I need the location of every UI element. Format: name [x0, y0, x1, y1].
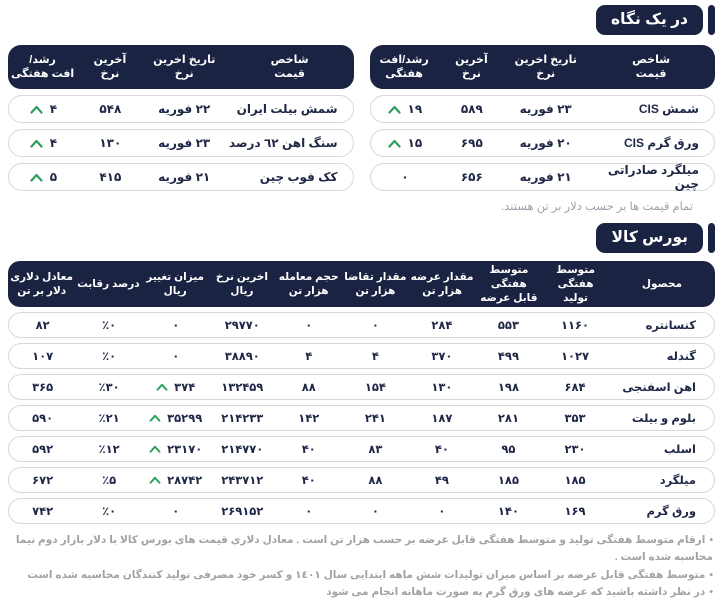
column-header: رشد/افت هفتگی	[379, 53, 429, 80]
cell-rial-change: ۰	[172, 351, 180, 363]
column-header: معادل دلاری دلار بر تن	[10, 270, 74, 297]
bourse-section-title: بورس کالا	[596, 223, 703, 253]
table-row	[8, 374, 715, 400]
cell-index-name: میلگرد صادراتی چین	[607, 163, 699, 191]
cell-last-rate: ۵۸۹	[460, 102, 483, 116]
chevron-up-icon	[388, 105, 401, 114]
glance-section-header	[8, 5, 715, 35]
cell-value: ۱۳۰	[431, 382, 453, 394]
cell-value: ۱۹۸	[497, 382, 519, 394]
cell-value: ۶۸۴	[564, 382, 586, 394]
cell-weekly-change: ۴	[9, 136, 78, 150]
cell-product: میلگرد	[659, 475, 696, 487]
cell-value: ٪۵	[102, 475, 117, 487]
cell-value: ۰	[371, 506, 379, 518]
column-header: متوسط هفتگی قابل عرضه	[480, 263, 538, 305]
cell-value: ۵۵۳	[497, 320, 519, 332]
cell-weekly-change: ۰	[401, 170, 409, 184]
cell-rial-change: ۳۷۴	[142, 380, 209, 394]
footnote-text: در نظر داشته باشید که عرضه های ورق گرم به صورت ماهانه انجام می شود	[326, 585, 706, 598]
glance-note-text: تمام قیمت ها بر حسب دلار بر تن هستند.	[501, 201, 693, 213]
cell-value: ٪۱۲	[98, 444, 120, 456]
cell-value: ۵۹۲	[32, 444, 54, 456]
cell-value: ٪۰	[102, 320, 117, 332]
footnote-text: متوسط هفتگی قابل عرضه بر اساس میزان تولیدات شش ماهه ابتدایی سال ١٤٠١ و کسر خود مصرفی تولید کنندگان محاسبه شده است	[27, 568, 706, 581]
cell-value: ۱۳۲۴۵۹	[221, 382, 264, 394]
column-header: شاخص قیمت	[632, 53, 671, 80]
cell-value: ٪۳۰	[98, 382, 120, 394]
cell-value: ۴	[371, 351, 379, 363]
cell-last-rate: ۶۵۶	[460, 170, 483, 184]
cell-value: ۱۴۲	[298, 413, 320, 425]
cell-weekly-change: ۱۵	[371, 136, 440, 150]
glance-note	[8, 199, 715, 213]
cell-last-rate: ۴۱۵	[99, 170, 122, 184]
chevron-up-icon	[30, 105, 43, 114]
cell-last-rate: ۱۳۰	[99, 136, 122, 150]
cell-value: ۸۸	[368, 475, 383, 487]
cell-value: ۰	[371, 320, 379, 332]
column-header: مقدار تقاضا هزار تن	[344, 270, 407, 297]
footnote-line	[8, 567, 713, 584]
cell-value: ۴۰	[301, 444, 316, 456]
cell-value: ۳۶۵	[32, 382, 54, 394]
cell-last-rate: ۵۴۸	[99, 102, 122, 116]
table-row	[8, 467, 715, 493]
cell-last-rate-date: ۲۲ فوریه	[158, 102, 211, 116]
cell-value: ۲۶۹۱۵۲	[221, 506, 264, 518]
bullet-icon: •	[709, 568, 713, 581]
chevron-up-icon	[156, 383, 168, 391]
footnote-line	[8, 584, 713, 601]
cell-value: ۲۱۴۷۷۰	[221, 444, 264, 456]
cell-value: ۸۲	[35, 320, 50, 332]
table-row	[370, 129, 716, 157]
cell-value: ۲۳۰	[564, 444, 586, 456]
chevron-up-icon	[30, 173, 43, 182]
bullet-icon: •	[709, 585, 713, 598]
cell-value: ۳۵۳	[564, 413, 586, 425]
glance-tables	[8, 45, 715, 191]
cell-last-rate-date: ۲۳ فوریه	[519, 102, 572, 116]
cell-value: ۱۰۷	[32, 351, 54, 363]
table-row	[8, 405, 715, 431]
bourse-table-rows	[8, 312, 715, 524]
cell-value: ۶۷۲	[32, 475, 54, 487]
glance-table-cis	[370, 45, 716, 191]
cell-value: ۴۹۹	[497, 351, 519, 363]
footnote-text: ارقام متوسط هفتگی تولید و متوسط هفتگی قابل عرضه بر حسب هزار تن است . معادل دلاری قیمت های بورس کالا با دلار بازار دوم نیما محاسبه شده است .	[15, 534, 713, 564]
cell-value: ۵۹۰	[32, 413, 54, 425]
footnote-line	[8, 532, 713, 567]
column-header: میزان تغییر ریال	[146, 270, 205, 297]
cell-value: ۱۸۵	[497, 475, 519, 487]
cell-value: ۲۱۴۲۳۳	[221, 413, 264, 425]
cell-index-name: کک فوب چین	[259, 170, 338, 184]
cell-value: ۸۸	[301, 382, 316, 394]
bourse-table-header	[8, 261, 715, 307]
table-row	[370, 95, 716, 123]
chevron-up-icon	[388, 139, 401, 148]
cell-value: ۱۵۴	[364, 382, 386, 394]
cell-rial-change: ۳۵۲۹۹	[142, 411, 209, 425]
cell-value: ۱۸۵	[564, 475, 586, 487]
cell-rial-change: ۲۸۷۴۲	[142, 473, 209, 487]
cell-value: ۲۴۳۷۱۲	[221, 475, 264, 487]
glance-table-domestic	[8, 45, 354, 191]
accent-bar	[708, 223, 715, 253]
table-header	[8, 45, 354, 89]
cell-value: ۴۰	[301, 475, 316, 487]
cell-weekly-change: ۱۹	[371, 102, 440, 116]
table-header	[370, 45, 716, 89]
cell-value: ۱۰۲۷	[560, 351, 590, 363]
bourse-section-header	[8, 223, 715, 253]
column-header: متوسط هفتگی تولید	[556, 263, 596, 305]
column-header: اخرین نرخ ریال	[215, 270, 268, 297]
column-header: محصول	[641, 277, 683, 290]
cell-value: ٪۲۱	[98, 413, 120, 425]
cell-product: ورق گرم	[646, 506, 696, 518]
table-row	[8, 95, 354, 123]
accent-bar	[708, 5, 715, 35]
cell-last-rate: ۶۹۵	[460, 136, 483, 150]
column-header: حجم معامله هزار تن	[278, 270, 339, 297]
cell-value: ۴	[305, 351, 313, 363]
cell-product: اهن اسفنجی	[622, 382, 696, 394]
cell-rial-change: ۰	[172, 506, 180, 518]
bullet-icon: •	[709, 534, 713, 546]
cell-product: اسلب	[663, 444, 696, 456]
cell-value: ۷۴۲	[32, 506, 54, 518]
cell-weekly-change: ۵	[9, 170, 78, 184]
cell-value: ٪۰	[102, 506, 117, 518]
footnotes	[8, 532, 715, 601]
column-header: رشد/ افت هفتگی	[10, 53, 75, 80]
cell-index-name: شمش بیلت ایران	[236, 102, 338, 116]
cell-last-rate-date: ۲۱ فوریه	[519, 170, 572, 184]
cell-value: ۲۸۴	[431, 320, 453, 332]
cell-last-rate-date: ۲۰ فوریه	[519, 136, 572, 150]
cell-value: ۲۹۷۷۰	[224, 320, 260, 332]
table-row	[8, 163, 354, 191]
cell-value: ۲۸۱	[497, 413, 519, 425]
chevron-up-icon	[149, 445, 161, 453]
cell-product: کنسانتره	[645, 320, 696, 332]
column-header: شاخص قیمت	[270, 53, 309, 80]
cell-weekly-change: ۴	[9, 102, 78, 116]
column-header: آخرین نرخ	[93, 53, 127, 80]
chevron-up-icon	[149, 476, 161, 484]
column-header: درصد رقابت	[77, 277, 140, 290]
column-header: تاریخ اخرین نرخ	[153, 53, 216, 80]
cell-value: ۹۵	[501, 444, 516, 456]
cell-last-rate-date: ۲۱ فوریه	[158, 170, 211, 184]
bourse-table	[8, 261, 715, 524]
cell-value: ۸۳	[368, 444, 383, 456]
cell-index-name: شمش CIS	[638, 102, 699, 116]
cell-value: ۰	[305, 506, 313, 518]
cell-last-rate-date: ۲۳ فوریه	[158, 136, 211, 150]
table-row	[8, 436, 715, 462]
cell-value: ۲۴۱	[364, 413, 386, 425]
cell-value: ۴۹	[434, 475, 449, 487]
cell-product: بلوم و بیلت	[631, 413, 696, 425]
cell-value: ۳۷۰	[431, 351, 453, 363]
cell-index-name: سنگ اهن ٦٢ درصد	[229, 136, 338, 150]
table-row	[8, 498, 715, 524]
cell-value: ۱۶۹	[564, 506, 586, 518]
cell-value: ۳۸۸۹۰	[224, 351, 260, 363]
column-header: مقدار عرضه هزار تن	[410, 270, 474, 297]
table-row	[370, 163, 716, 191]
table-row	[8, 312, 715, 338]
cell-value: ۱۴۰	[497, 506, 519, 518]
chevron-up-icon	[149, 414, 161, 422]
cell-rial-change: ۰	[172, 320, 180, 332]
table-row	[8, 343, 715, 369]
cell-value: ۰	[438, 506, 446, 518]
cell-value: ۰	[305, 320, 313, 332]
cell-product: گندله	[666, 351, 696, 363]
column-header: تاریخ اخرین نرخ	[514, 53, 577, 80]
cell-index-name: ورق گرم CIS	[623, 136, 699, 150]
chevron-up-icon	[30, 139, 43, 148]
glance-section-title: در یک نگاه	[596, 5, 703, 35]
cell-value: ۱۸۷	[431, 413, 453, 425]
table-row	[8, 129, 354, 157]
column-header: آخرین نرخ	[455, 53, 488, 80]
cell-value: ٪۰	[102, 351, 117, 363]
cell-value: ۴۰	[434, 444, 449, 456]
cell-value: ۱۱۶۰	[560, 320, 590, 332]
cell-rial-change: ۲۳۱۷۰	[142, 442, 209, 456]
